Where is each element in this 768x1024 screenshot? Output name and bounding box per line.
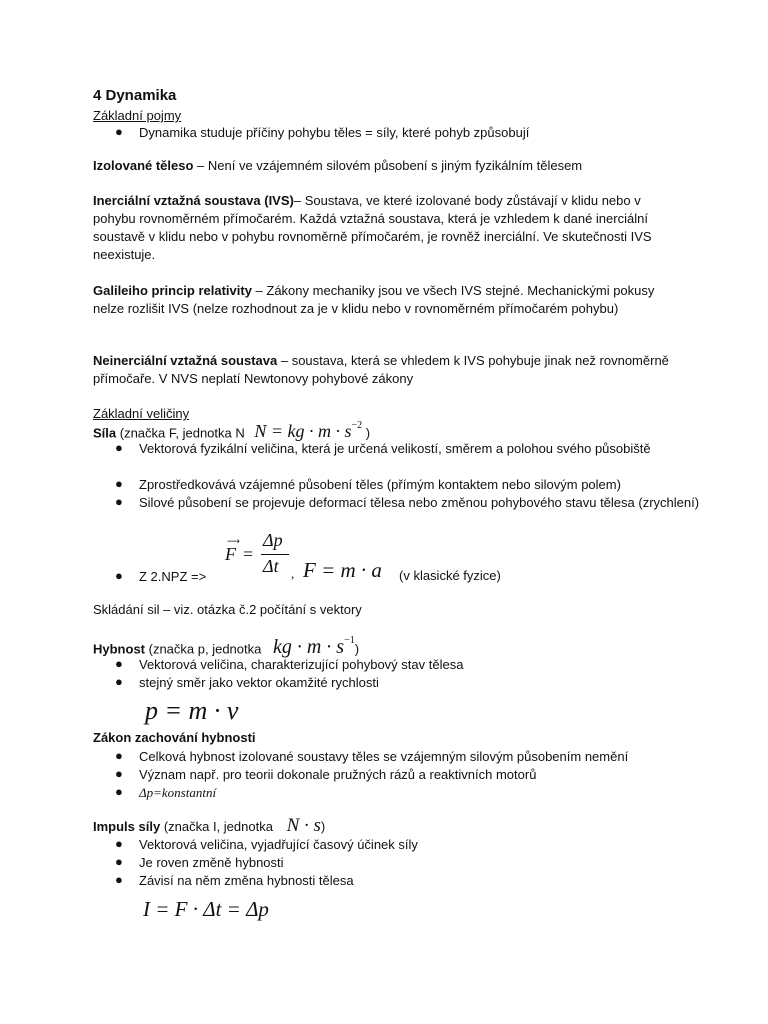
bullet-icon: ● [115,124,123,139]
vector-arrow-icon: ⟶ [227,536,240,546]
definition-izolovane-teleso: Izolované těleso – Není ve vzájemném silovém působení s jiným fyzikálním tělesem [93,158,583,173]
unit-formula-sila: N = kg · m · s [254,421,352,442]
formula-p-mv: p = m · v [145,696,239,725]
page-title: 4 Dynamika [93,87,177,104]
heading-zakon-zachovani-hybnosti: Zákon zachování hybnosti [93,730,256,745]
section-heading-zakladni-veliciny: Základní veličiny [93,406,190,421]
definition-impuls-sily: Impuls síly (značka I, jednotka N · s) [93,815,326,836]
fraction-bar [261,554,289,555]
formula-impuls: I = F · Δt = Δp [143,897,269,921]
definition-nvs: Neinerciální vztažná soustava – soustava, která se vhledem k IVS pohybuje jinak než rovnoměrně přímočaře. V NVS neplatí Newtonovy pohybové zákony [93,353,669,386]
list-item: ● Vektorová fyzikální veličina, která je určená velikostí, směrem a polohou svého působiště [115,440,651,456]
formula-f-dp-dt: ⟶ F = Δp Δt , [225,530,295,581]
unit-formula-hybnost: kg · m · s [272,636,345,659]
formula-f-ma: F = m · a [303,558,382,582]
section-heading-zakladni-pojmy: Základní pojmy [93,108,182,123]
definition-ivs: Inerciální vztažná soustava (IVS)– Soustava, ve které izolované body zůstávají v klidu nebo v pohybu rovnoměrném přímočarém. Každá vztažná soustava, která je vzhledem k dané inerciální soustavě v klidu nebo v pohybu rovnoměrně přímočarém, je rovněž inerciální. Ve skutečnosti IVS neexistuje. [93,193,652,262]
unit-formula-impuls: N · s [286,815,321,836]
formula-note: (v klasické fyzice) [399,568,501,583]
definition-hybnost: Hybnost (značka p, jednotka kg · $m \cdot s^{-1}$) [93,635,360,659]
paragraph-skladani-sil: Skládání sil – viz. otázka č.2 počítání s vektory [93,602,362,617]
definition-galileiho-princip: Galileiho princip relativity – Zákony mechaniky jsou ve všech IVS stejné. Mechanickými pokusy nelze rozlišit IVS (nelze rozhodnout za je v klidu nebo v rovnoměrném přímočarém pohybu) [93,283,655,316]
list-item: ● Silové působení se projevuje deformací tělesa nebo změnou pohybového stavu tělesa (zrychlení) [115,494,700,510]
definition-sila: Síla (značka F, jednotka N N = kg · $m \cdot s^{-2}$ ) [93,420,371,442]
